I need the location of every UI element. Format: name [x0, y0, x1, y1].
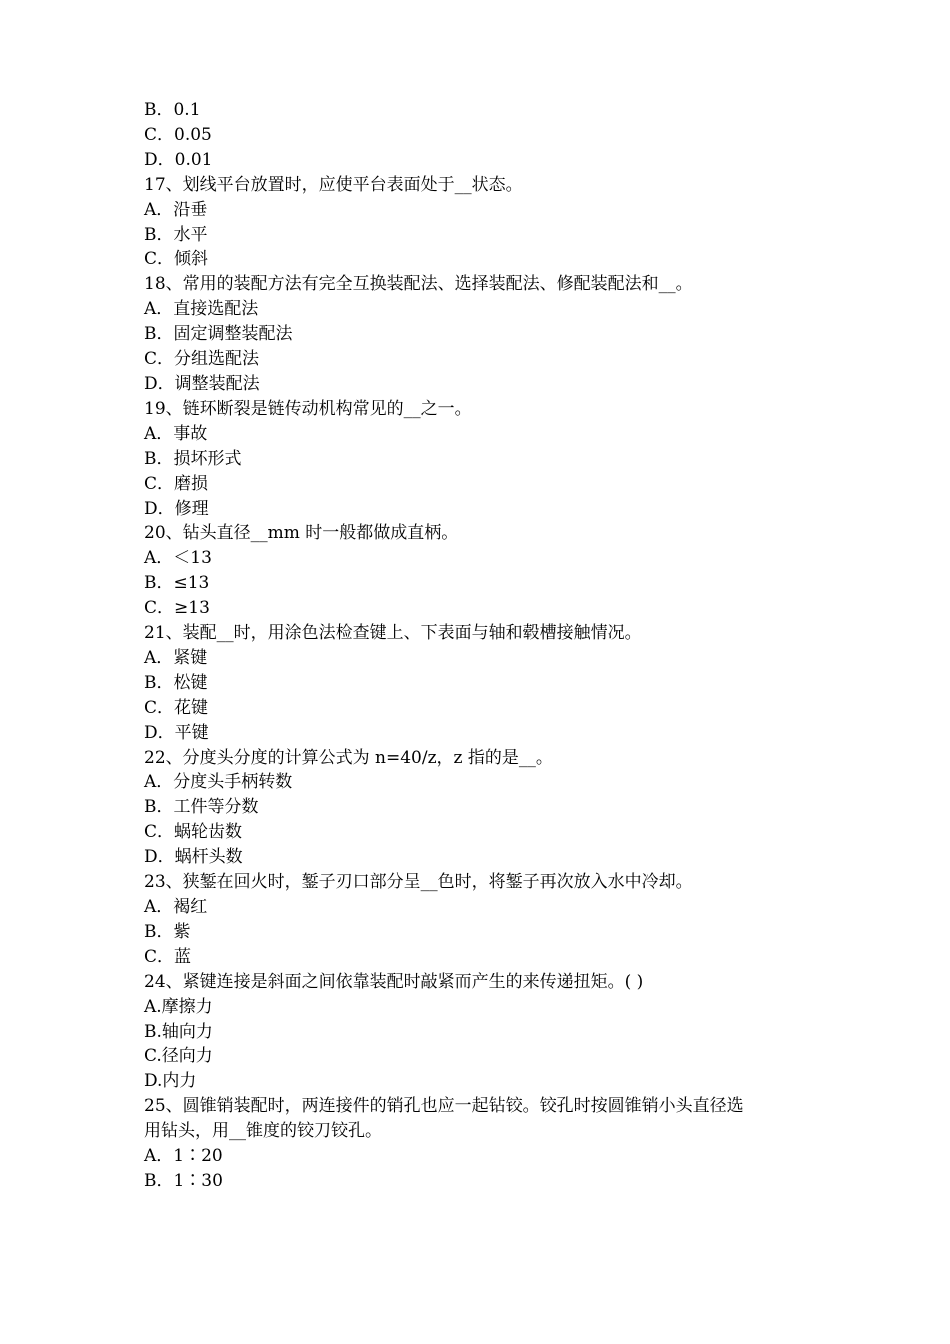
- option-d-q24: D.内力: [144, 1071, 197, 1092]
- option-b-q23: B．紫: [144, 921, 191, 942]
- question-17: 17、划线平台放置时，应使平台表面处于__状态。: [144, 174, 523, 195]
- option-a-q21: A．紧键: [144, 647, 208, 668]
- option-b-q24: B.轴向力: [144, 1021, 213, 1042]
- option-c-q24: C.径向力: [144, 1046, 213, 1067]
- option-c-q20: C．≥13: [144, 598, 210, 619]
- question-21: 21、装配__时，用涂色法检查键上、下表面与轴和毂槽接触情况。: [144, 623, 642, 644]
- option-c-q18: C．分组选配法: [144, 349, 260, 370]
- option-a-q23: A．褐红: [144, 897, 208, 917]
- option-a-q20: A．＜13: [144, 548, 212, 569]
- option-d-q18: D．调整装配法: [144, 373, 260, 394]
- option-d-q22: D．蜗杆头数: [144, 847, 243, 868]
- option-a-q17: A．沿垂: [144, 199, 208, 220]
- option-c-q17: C．倾斜: [144, 249, 209, 270]
- option-c-q16: C．0.05: [144, 124, 212, 145]
- question-22: 22、分度头分度的计算公式为 n=40/z，z 指的是__。: [144, 747, 553, 768]
- option-b-q25: B．1∶30: [144, 1170, 223, 1191]
- question-19: 19、链环断裂是链传动机构常见的__之一。: [144, 398, 472, 419]
- option-a-q24: A.摩擦力: [144, 996, 213, 1017]
- option-a-q19: A．事故: [144, 423, 208, 444]
- question-20: 20、钻头直径__mm 时一般都做成直柄。: [144, 523, 459, 544]
- option-a-q18: A．直接选配法: [144, 299, 259, 320]
- option-b-q17: B．水平: [144, 224, 208, 245]
- option-d-q16: D．0.01: [144, 149, 213, 170]
- option-b-q18: B．固定调整装配法: [144, 324, 293, 345]
- option-d-q19: D．修理: [144, 498, 209, 519]
- option-b-q20: B．≤13: [144, 573, 210, 594]
- question-18: 18、常用的装配方法有完全互换装配法、选择装配法、修配装配法和__。: [144, 274, 693, 295]
- question-25-line-2: 用钻头，用__锥度的铰刀铰孔。: [144, 1121, 382, 1142]
- option-c-q23: C．蓝: [144, 946, 192, 967]
- option-b-q16: B．0.1: [144, 100, 201, 120]
- option-b-q22: B．工件等分数: [144, 797, 259, 818]
- option-c-q22: C．蜗轮齿数: [144, 822, 243, 843]
- document-body: [144, 98, 824, 1194]
- option-b-q21: B．松键: [144, 672, 208, 693]
- option-a-q22: A．分度头手柄转数: [144, 772, 293, 793]
- question-23: 23、狭錾在回火时，錾子刃口部分呈__色时，将錾子再次放入水中冷却。: [144, 872, 693, 893]
- option-c-q19: C．磨损: [144, 473, 209, 494]
- question-24: 24、紧键连接是斜面之间依靠装配时敲紧而产生的来传递扭矩。( ): [144, 971, 644, 992]
- option-b-q19: B．损坏形式: [144, 448, 242, 469]
- option-c-q21: C．花键: [144, 697, 209, 718]
- option-d-q21: D．平键: [144, 722, 209, 743]
- option-a-q25: A．1∶20: [144, 1146, 223, 1167]
- question-25-line-1: 25、圆锥销装配时，两连接件的销孔也应一起钻铰。铰孔时按圆锥销小头直径选: [144, 1096, 744, 1117]
